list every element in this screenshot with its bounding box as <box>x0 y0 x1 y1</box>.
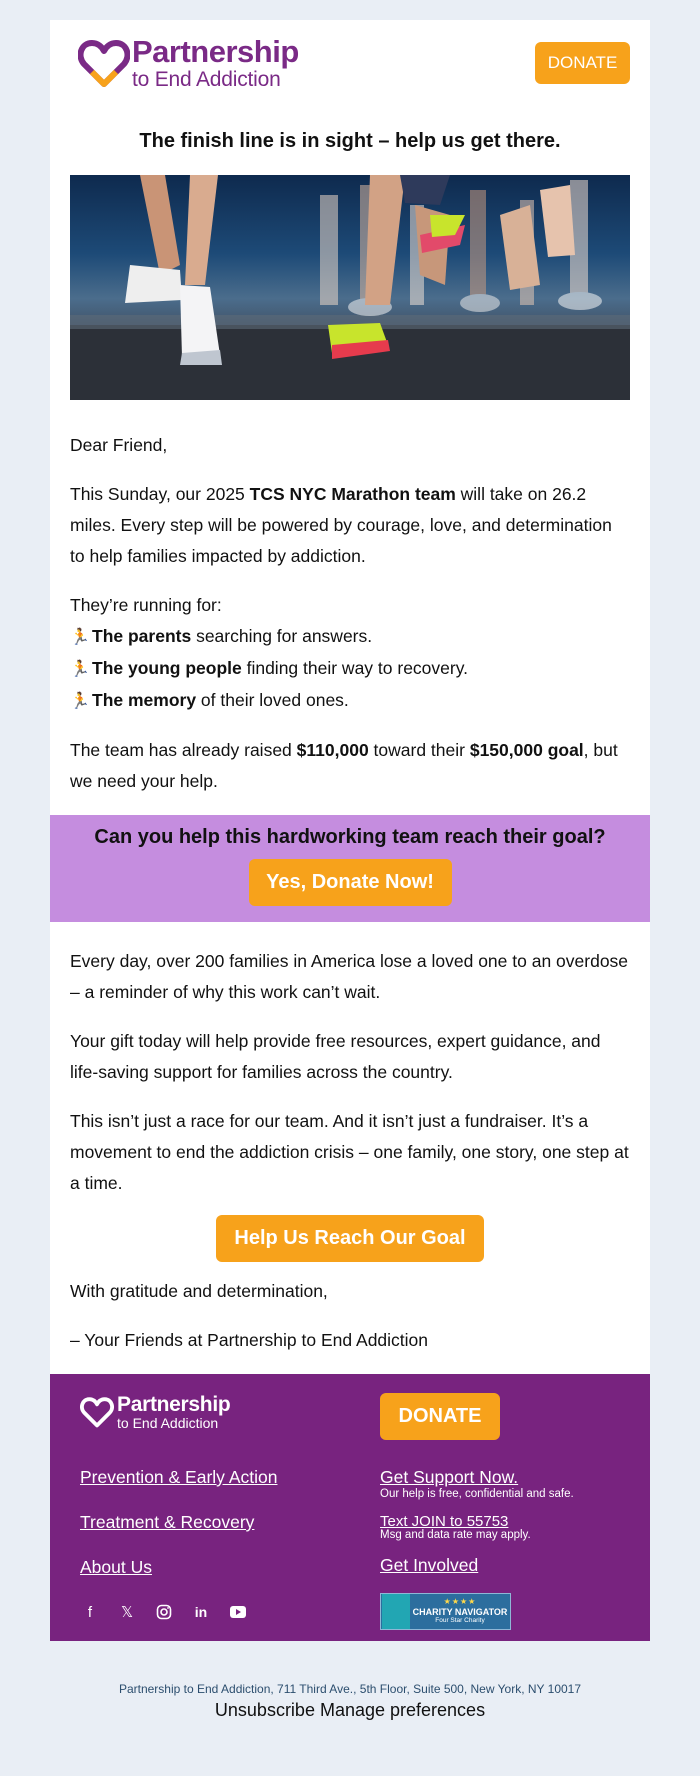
get-involved-link[interactable]: Get Involved <box>380 1555 479 1575</box>
footer-donate-button[interactable]: DONATE <box>380 1393 500 1440</box>
header-donate-button[interactable]: DONATE <box>535 42 630 84</box>
list-item <box>70 621 630 653</box>
footer-logo[interactable] <box>80 1394 230 1430</box>
heart-logo-icon <box>78 38 130 88</box>
gift-paragraph: Your gift today will help provide free resources, expert guidance, and life-saving support for families across the country. <box>70 1031 601 1082</box>
list-item <box>70 653 630 685</box>
running-for-label: They’re running for: <box>70 595 222 615</box>
charity-navigator-badge[interactable] <box>380 1593 511 1630</box>
text-note: Msg and data rate may apply. <box>380 1529 531 1541</box>
running-for-list <box>70 590 630 717</box>
email-footer <box>50 1374 650 1641</box>
heart-logo-icon <box>80 1396 114 1428</box>
linkedin-icon[interactable]: in <box>194 1604 208 1620</box>
runner-icon: 🏃 <box>70 693 90 710</box>
intro-paragraph <box>70 479 630 572</box>
overdose-paragraph: Every day, over 200 families in America lose a loved one to an overdose – a reminder of why this work can’t wait. <box>70 951 629 1002</box>
rating-stars: ★★★★ <box>443 1597 477 1607</box>
donate-callout <box>50 815 650 922</box>
list-item-text: finding their way to recovery. <box>241 658 469 678</box>
runners-illustration <box>70 175 630 400</box>
raised-text: The team has already raised <box>70 740 297 760</box>
list-item <box>70 685 630 717</box>
palm-tree-icon <box>382 1594 410 1629</box>
list-item-bold: The young people <box>92 658 242 678</box>
team-name: TCS NYC Marathon team <box>249 484 456 504</box>
raised-text-end: , but we need your help. <box>70 740 618 791</box>
youtube-icon[interactable] <box>228 1602 248 1622</box>
email-headline: The finish line is in sight – help us get there. <box>139 130 561 152</box>
about-us-link[interactable]: About Us <box>80 1557 152 1577</box>
prevention-link[interactable]: Prevention & Early Action <box>80 1467 278 1487</box>
goal-amount: $150,000 goal <box>469 740 584 760</box>
preferences-links <box>0 1700 700 1721</box>
support-note: Our help is free, confidential and safe. <box>380 1488 574 1500</box>
intro-text: This Sunday, our 2025 <box>70 484 250 504</box>
list-item-text: of their loved ones. <box>196 690 349 710</box>
charity-badge-sub: Four Star Charity <box>435 1617 485 1625</box>
yes-donate-now-button[interactable]: Yes, Donate Now! <box>249 859 452 906</box>
raised-text-mid: toward their <box>368 740 470 760</box>
social-links <box>80 1602 248 1622</box>
list-item-bold: The memory <box>92 690 197 710</box>
logo-title: Partnership <box>132 34 299 69</box>
raised-paragraph <box>70 735 630 797</box>
callout-question: Can you help this hardworking team reach their goal? <box>94 826 606 848</box>
list-item-text: searching for answers. <box>191 626 373 646</box>
footer-logo-title: Partnership <box>117 1393 231 1416</box>
runner-icon: 🏃 <box>70 629 90 646</box>
closing-line: With gratitude and determination, <box>70 1281 328 1301</box>
instagram-icon[interactable] <box>154 1602 174 1622</box>
text-join-link[interactable]: Text JOIN to 55753 <box>380 1513 509 1530</box>
logo-subtitle: to End Addiction <box>132 68 281 91</box>
get-support-link[interactable]: Get Support Now. <box>380 1467 519 1487</box>
letter-body <box>50 400 650 797</box>
facebook-icon[interactable]: f <box>87 1603 93 1621</box>
brand-logo[interactable] <box>78 36 299 90</box>
email-container <box>50 20 650 1641</box>
help-reach-goal-button[interactable]: Help Us Reach Our Goal <box>216 1215 484 1262</box>
unsubscribe-link[interactable]: Unsubscribe <box>214 1700 315 1720</box>
signature: – Your Friends at Partnership to End Addiction <box>70 1330 429 1350</box>
greeting: Dear Friend, <box>70 435 168 455</box>
raised-amount: $110,000 <box>296 740 369 760</box>
list-item-bold: The parents <box>92 626 192 646</box>
manage-preferences-link[interactable]: Manage preferences <box>319 1700 486 1720</box>
x-icon[interactable]: 𝕏 <box>120 1604 134 1621</box>
footer-logo-subtitle: to End Addiction <box>117 1415 219 1431</box>
treatment-link[interactable]: Treatment & Recovery <box>80 1512 255 1532</box>
charity-badge-name: CHARITY NAVIGATOR <box>412 1607 508 1618</box>
intro-text-rest: will take on 26.2 miles. Every step will be powered by courage, love, and determination to help families impacted by addiction. <box>70 484 612 566</box>
runner-icon: 🏃 <box>70 661 90 678</box>
mailing-address: Partnership to End Addiction, 711 Third Ave., 5th Floor, Suite 500, New York, NY 10017 <box>118 1682 582 1696</box>
letter-body-2 <box>50 922 650 1356</box>
email-header <box>50 20 650 108</box>
movement-paragraph: This isn’t just a race for our team. And it isn’t just a fundraiser. It’s a movement to end the addiction crisis – one family, one story, one step at a time. <box>70 1111 629 1193</box>
hero-image <box>70 175 630 400</box>
